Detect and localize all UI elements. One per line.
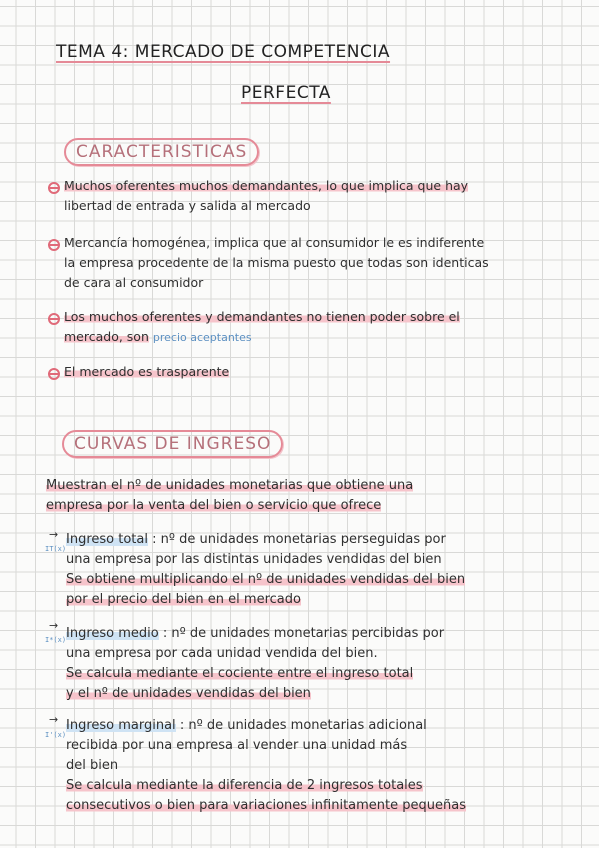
arrow-icon: → xyxy=(49,619,59,632)
bullet-icon xyxy=(48,182,60,194)
formula-label: I*(x) xyxy=(45,636,67,644)
definition-block: Ingreso medio : nº de unidades monetarias percibidas por una empresa por cada unidad vendida del bien. Se calcula mediante el cociente entre el ingreso total y el nº de unidades vendidas del bien xyxy=(66,626,445,701)
bullet-icon xyxy=(48,368,60,380)
term: Ingreso total xyxy=(66,532,148,547)
bullet-icon xyxy=(48,239,60,251)
list-item: El mercado es trasparente xyxy=(64,364,230,379)
section-heading-curvas-de-ingreso: CURVAS DE INGRESO xyxy=(62,430,283,458)
annotation-note: precio aceptantes xyxy=(152,331,252,344)
arrow-icon: → xyxy=(49,713,59,726)
bullet-icon xyxy=(48,313,60,325)
definition-block: Ingreso marginal : nº de unidades monetarias adicional recibida por una empresa al vender una unidad más del bien Se calcula mediante la diferencia de 2 ingresos totales consecutivos o bien para variaciones infinitamente pequeñas xyxy=(66,718,466,813)
term: Ingreso medio xyxy=(66,626,159,641)
list-item: Mercancía homogénea, implica que al consumidor le es indiferente la empresa procedente de la misma puesto que todas son identicas de cara al consumidor xyxy=(64,235,489,290)
page-title-line1: TEMA 4: MERCADO DE COMPETENCIA xyxy=(56,42,391,62)
arrow-icon: → xyxy=(49,528,59,541)
page-title-line2: PERFECTA xyxy=(241,83,331,103)
section-heading-caracteristicas: CARACTERISTICAS xyxy=(64,138,259,166)
list-item: Muchos oferentes muchos demandantes, lo que implica que hay libertad de entrada y salida al mercado xyxy=(64,178,469,213)
section-intro: Muestran el nº de unidades monetarias que obtiene una empresa por la venta del bien o servicio que ofrece xyxy=(46,478,414,513)
definition-block: Ingreso total : nº de unidades monetarias perseguidas por una empresa por las distintas unidades vendidas del bien Se obtiene multiplicando el nº de unidades vendidas del bien por el precio del bien en el mercado xyxy=(66,532,466,607)
list-item: Los muchos oferentes y demandantes no tienen poder sobre el mercado, son precio aceptantes xyxy=(64,309,460,344)
formula-label: IT(x) xyxy=(45,545,67,553)
term: Ingreso marginal xyxy=(66,718,176,733)
formula-label: I'(x) xyxy=(45,731,67,739)
